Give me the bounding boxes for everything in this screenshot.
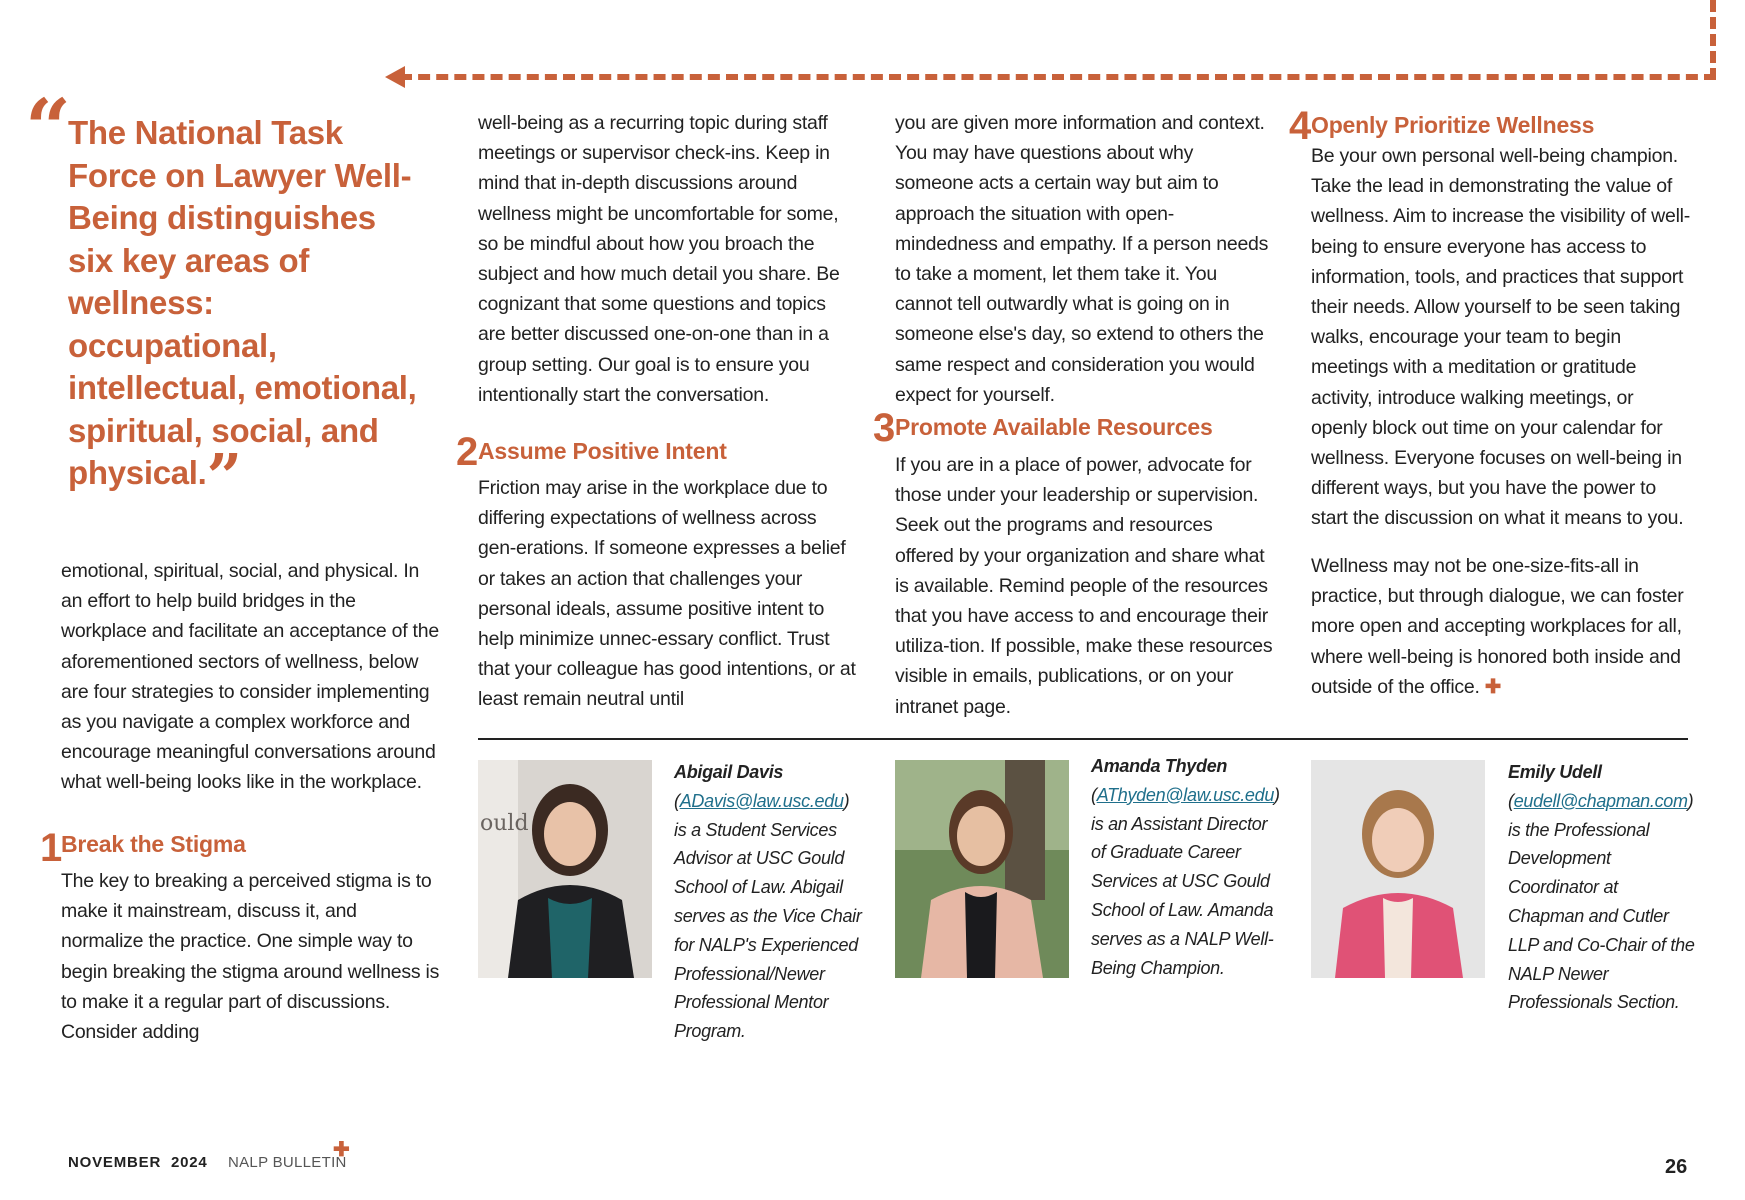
section-4-number: 4 — [1289, 104, 1312, 148]
author-name: Emily Udell — [1508, 762, 1602, 782]
author-bio-abigail-davis: Abigail Davis (ADavis@law.usc.edu) is a Student Services Advisor at USC Gould School of Law. Abigail serves as the Vice Chair for NALP's Experienced Professional/Newer Professional Mentor Program. — [674, 762, 862, 1042]
column-2-continued-text: well-being as a recurring topic during staff meetings or supervisor check-ins. Keep in mind that in-depth discussions around wellness might be uncomfortable for some, so be mindful about how you broach the subject and how much detail you share. Be cognizant that some questions and topics are better discussed one-on-one than in a group setting. Our goal is to ensure you intentionally start the conversation. — [478, 112, 840, 406]
intro-paragraph: emotional, spiritual, social, and physical. In an effort to help build bridges in the workplace and facilitate an acceptance of the aforementioned sectors of wellness, below are four strategies to consider implementing as you navigate a complex workforce and encourage meaningful conversations around what well-being looks like in the workplace. — [61, 560, 439, 794]
section-3-title: Promote Available Resources — [895, 414, 1213, 440]
arrow-left-icon — [385, 66, 405, 88]
pull-quote — [68, 112, 428, 513]
author-bio-amanda-thyden: Amanda Thyden (AThyden@law.usc.edu) is an Assistant Director of Graduate Career Services at USC Gould School of Law. Amanda serves as a NALP Well-Being Champion. — [1091, 756, 1280, 978]
section-3-body: If you are in a place of power, advocate for those under your leadership or supervision. Seek out the programs and resources offered by your organization and share what is available. Remind people of the resources that you have access to and encourage their utiliza-tion. If possible, make these resources visible in emails, publications, or on your intranet page. — [895, 454, 1273, 718]
column-3-continued-text: you are given more information and context. You may have questions about why someone acts a certain way but aim to approach the situation with open-mindedness and empathy. If a person needs to take a moment, let them take it. You cannot tell outwardly what is going on in someone else's day, so extend to others the same respect and consideration you would expect for yourself. — [895, 112, 1269, 406]
section-2-body: Friction may arise in the workplace due to differing expectations of wellness across gen-erations. If someone expresses a belief or takes an action that challenges your personal ideals, assume positive intent to help minimize unnec-essary conflict. Trust that your colleague has good intentions, or at least remain neutral until — [478, 477, 856, 711]
end-mark-icon: ✚ — [1484, 675, 1501, 698]
section-1-number: 1 — [40, 826, 63, 870]
section-2-number: 2 — [456, 430, 479, 474]
author-photo-abigail-davis — [478, 760, 652, 978]
author-bio-emily-udell: Emily Udell (eudell@chapman.com) is the Professional Development Coordinator at Chapman and Cutler LLP and Co-Chair of the NALP Newer Professionals Section. — [1508, 762, 1695, 1013]
author-email-link[interactable]: AThyden@law.usc.edu — [1096, 784, 1275, 805]
author-name: Abigail Davis — [674, 762, 784, 782]
section-4-body: Be your own personal well-being champion. Take the lead in demonstrating the value of wellness. Aim to increase the visibility of well-being to ensure everyone has access to information, tools, and practices that support their needs. Allow yourself to be seen taking walks, encourage your team to begin meetings with a meditation or gratitude activity, introduce walking meetings, or openly block out time on your calendar for wellness. Everyone focuses on well-being in different ways, but you have the power to start the discussion on what it means to you. — [1311, 145, 1690, 530]
dashed-arrow-vertical — [1710, 0, 1716, 80]
pull-quote-text: The National Task Force on Lawyer Well-Being distinguishes six key areas of wellness: occupational, intellectual, emotional, spiritual, social, and physical. — [68, 114, 417, 491]
author-bio-text: is a Student Services Advisor at USC Gould School of Law. Abigail serves as the Vice Chair for NALP's Experienced Professional/Newer Professional Mentor Program. — [674, 819, 862, 1042]
section-1-heading — [40, 828, 62, 868]
close-quote-icon: ” — [206, 440, 242, 513]
section-4-title: Openly Prioritize Wellness — [1311, 112, 1595, 138]
author-bio-text: is the Professional Development Coordinator at Chapman and Cutler LLP and Co-Chair of the NALP Newer Professionals Section. — [1508, 819, 1695, 1013]
open-quote-icon: “ — [25, 81, 72, 175]
author-photo-amanda-thyden — [895, 760, 1069, 978]
footer-date: NOVEMBER 2024 — [68, 1154, 208, 1171]
page-number: 26 — [1665, 1156, 1688, 1178]
author-divider — [478, 738, 1688, 740]
plus-icon: ✚ — [333, 1139, 350, 1161]
footer-publication: NALP BULLETIN — [228, 1154, 347, 1171]
author-name: Amanda Thyden — [1091, 756, 1228, 776]
author-email-link[interactable]: ADavis@law.usc.edu — [679, 790, 844, 811]
author-email-link[interactable]: eudell@chapman.com — [1513, 790, 1688, 811]
closing-text: Wellness may not be one-size-fits-all in practice, but through dialogue, we can foster more open and accepting workplaces for all, where well-being is honored both inside and outside of the office. — [1311, 555, 1684, 698]
dashed-arrow-line — [400, 74, 1716, 80]
photo-sign-text: ould — [480, 811, 529, 836]
section-3-number: 3 — [873, 406, 896, 450]
author-photo-emily-udell — [1311, 760, 1485, 978]
section-2-title: Assume Positive Intent — [478, 438, 727, 464]
section-1-title: Break the Stigma — [61, 831, 246, 857]
author-bio-text: is an Assistant Director of Graduate Career Services at USC Gould School of Law. Amanda serves as a NALP Well-Being Champion. — [1091, 813, 1274, 978]
section-1-body: The key to breaking a perceived stigma is to make it mainstream, discuss it, and normalize the practice. One simple way to begin breaking the stigma around wellness is to make it a regular part of discussions. Consider adding — [61, 870, 440, 1044]
closing-paragraph — [1311, 551, 1691, 702]
